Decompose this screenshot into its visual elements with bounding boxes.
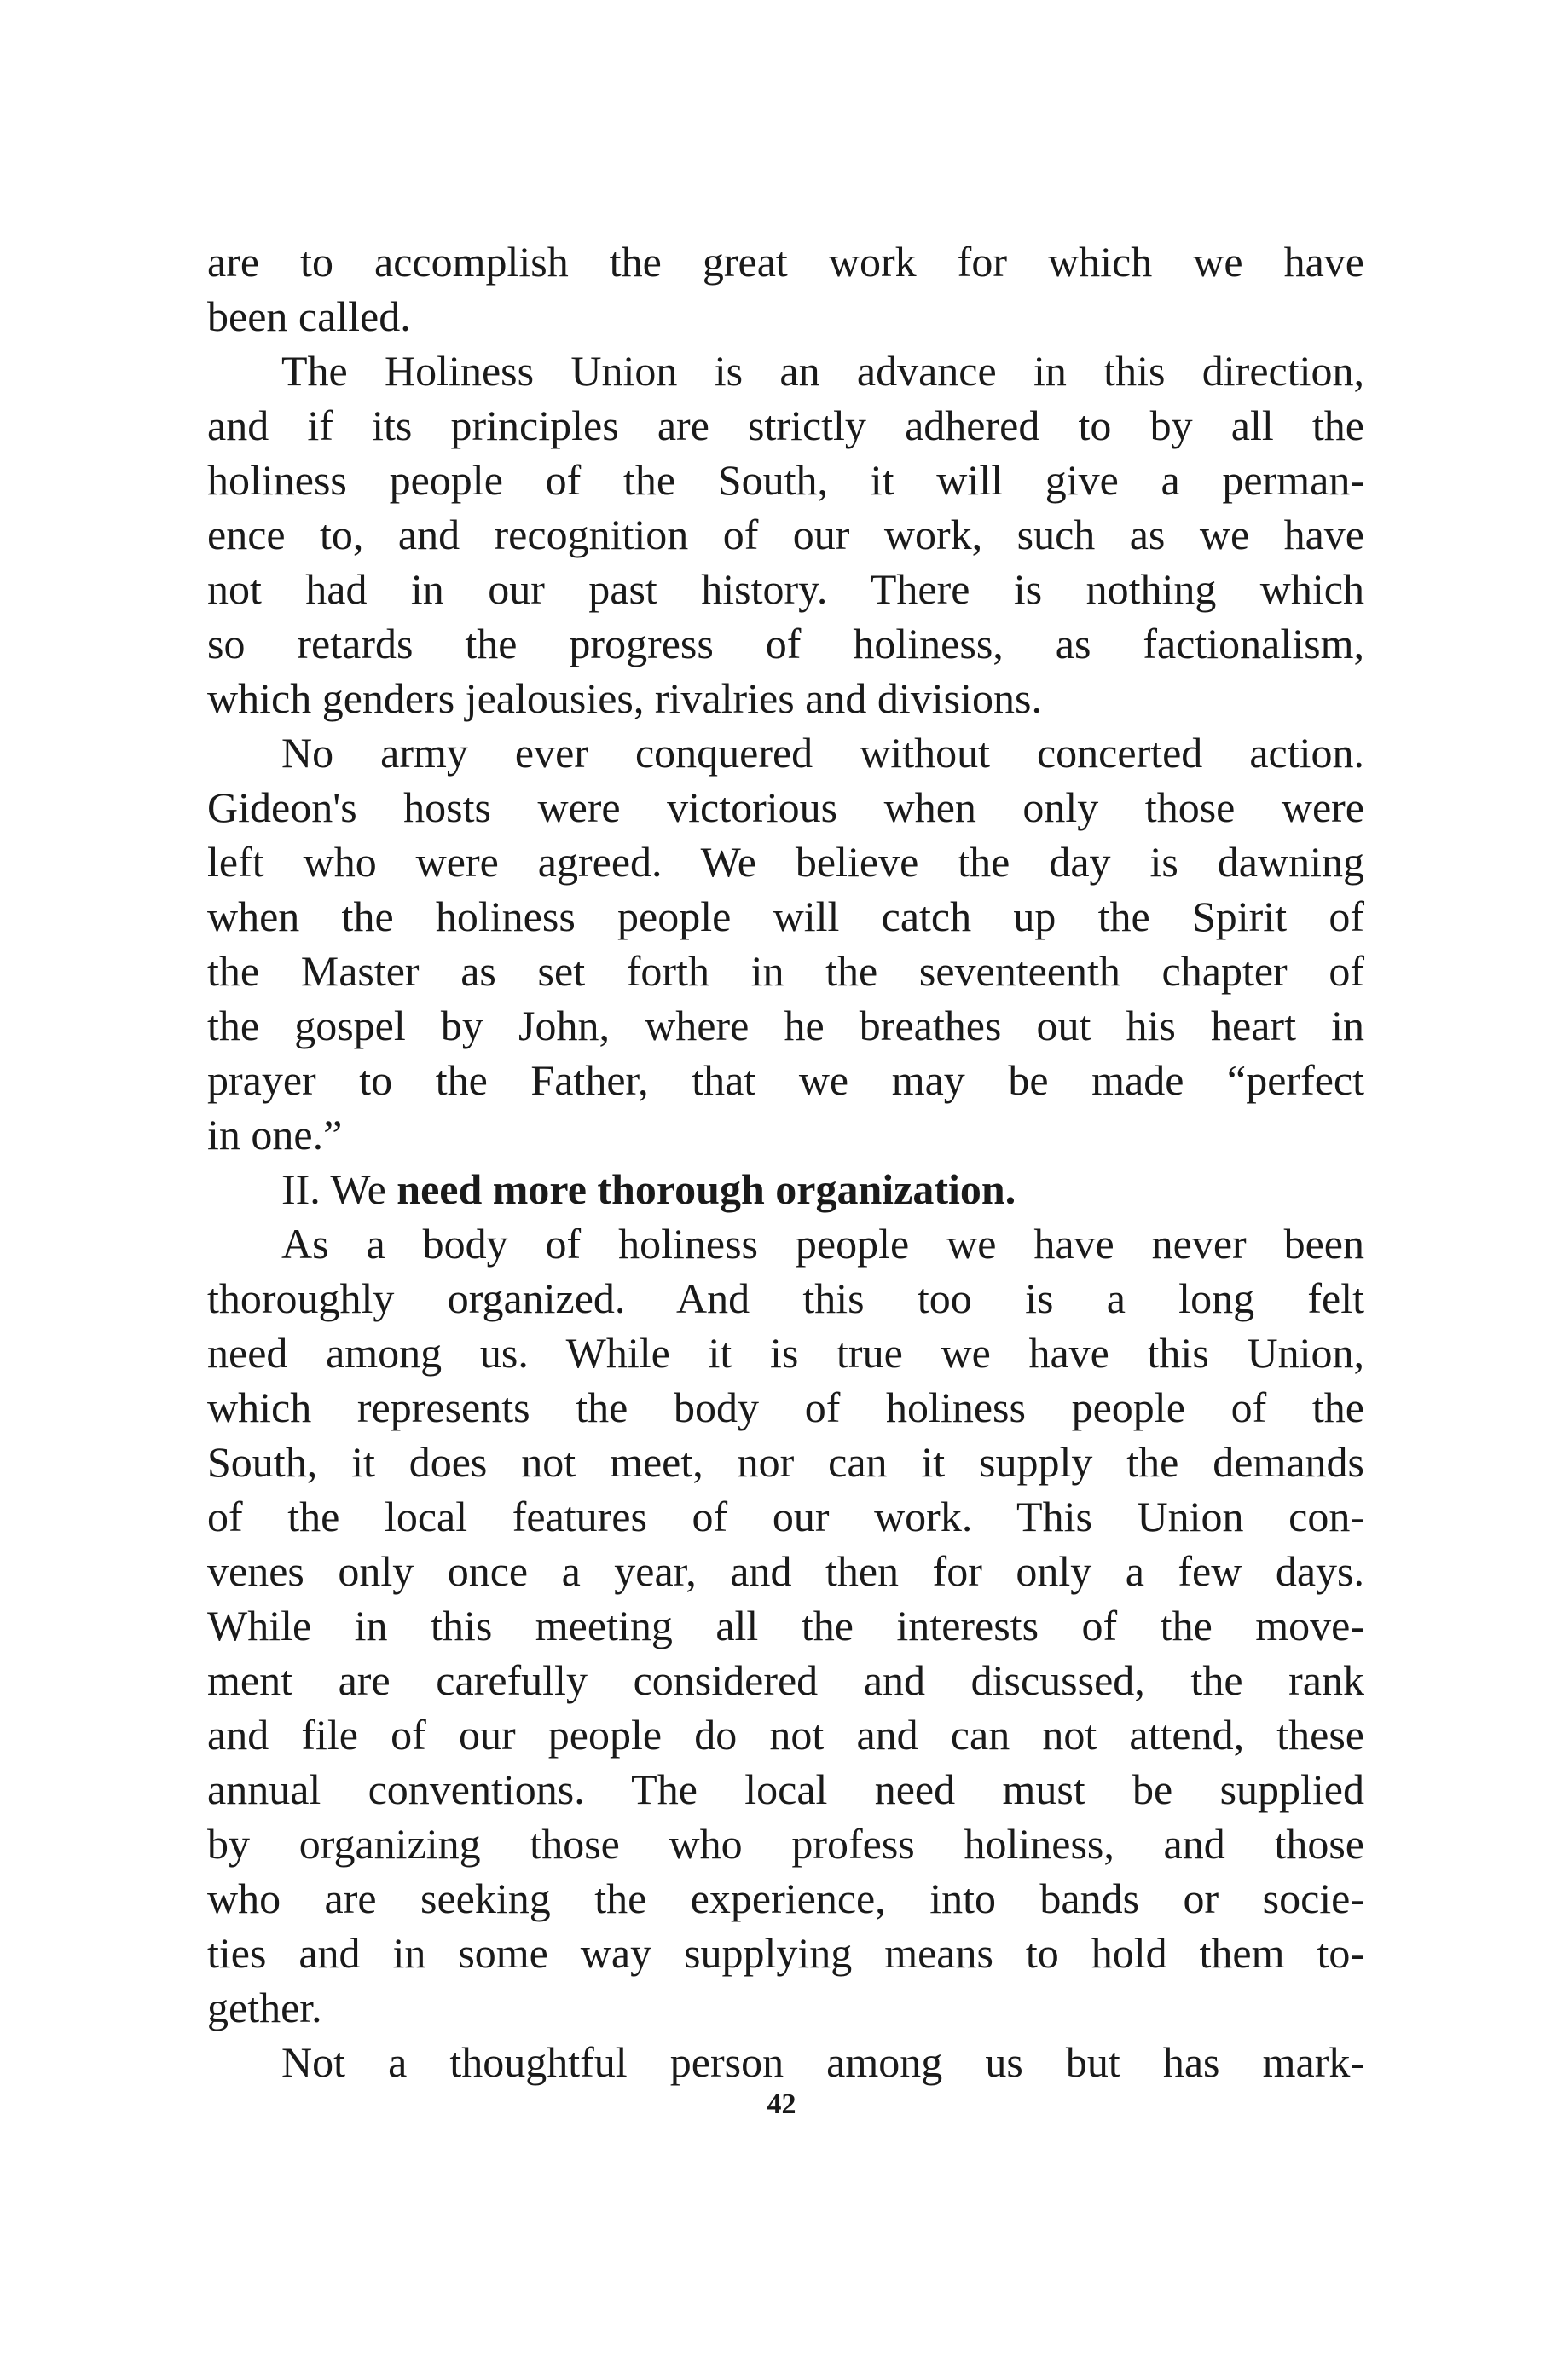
text-line: While in this meeting all the interests of the move- [207, 1602, 1364, 1649]
text-line: who are seeking the experience, into bands or socie- [207, 1875, 1364, 1922]
text-line: venes only once a year, and then for only a few days. [207, 1547, 1364, 1595]
text-line: not had in our past history. There is nothing which [207, 565, 1364, 613]
text-line: which represents the body of holiness people of the [207, 1384, 1364, 1431]
text-line: need among us. While it is true we have this Union, [207, 1329, 1364, 1377]
page-number: 42 [767, 2088, 796, 2120]
section-heading-bold: need more thorough organization. [397, 1165, 1016, 1213]
text-line: holiness people of the South, it will give a perman- [207, 456, 1364, 504]
text-line: the Master as set forth in the seventeenth chapter of [207, 947, 1364, 995]
text-line: in one.” [207, 1111, 343, 1158]
text-line: thoroughly organized. And this too is a long felt [207, 1274, 1364, 1322]
text-line: which genders jealousies, rivalries and divisions. [207, 674, 1042, 722]
text-line: been called. [207, 292, 411, 340]
text-line: As a body of holiness people we have never been [281, 1220, 1364, 1268]
section-heading: II. We need more thorough organization. [281, 1165, 1016, 1213]
text-line: Not a thoughtful person among us but has mark- [281, 2038, 1364, 2086]
text-line: The Holiness Union is an advance in this direction, [281, 347, 1364, 395]
text-line: annual conventions. The local need must be supplied [207, 1765, 1364, 1813]
text-line: prayer to the Father, that we may be made “perfect [207, 1056, 1364, 1104]
text-line: South, it does not meet, nor can it supply the demands [207, 1438, 1364, 1486]
text-line: ment are carefully considered and discussed, the rank [207, 1656, 1364, 1704]
text-line: of the local features of our work. This Union con- [207, 1493, 1364, 1540]
text-line: the gospel by John, where he breathes out his heart in [207, 1002, 1364, 1049]
text-line: Gideon's hosts were victorious when only those were [207, 783, 1364, 831]
text-line: No army ever conquered without concerted action. [281, 729, 1364, 777]
text-line: ties and in some way supplying means to hold them to- [207, 1929, 1364, 1977]
text-line: and if its principles are strictly adhered to by all the [207, 401, 1364, 449]
text-line: when the holiness people will catch up the Spirit of [207, 892, 1364, 940]
text-line: left who were agreed. We believe the day is dawning [207, 838, 1364, 886]
text-line: ence to, and recognition of our work, such as we have [207, 511, 1364, 558]
text-line: are to accomplish the great work for which we have [207, 238, 1364, 286]
text-line: by organizing those who profess holiness, and those [207, 1820, 1364, 1868]
text-line: so retards the progress of holiness, as factionalism, [207, 620, 1364, 667]
text-line: and file of our people do not and can not attend, these [207, 1711, 1364, 1759]
text-line: gether. [207, 1984, 322, 2031]
